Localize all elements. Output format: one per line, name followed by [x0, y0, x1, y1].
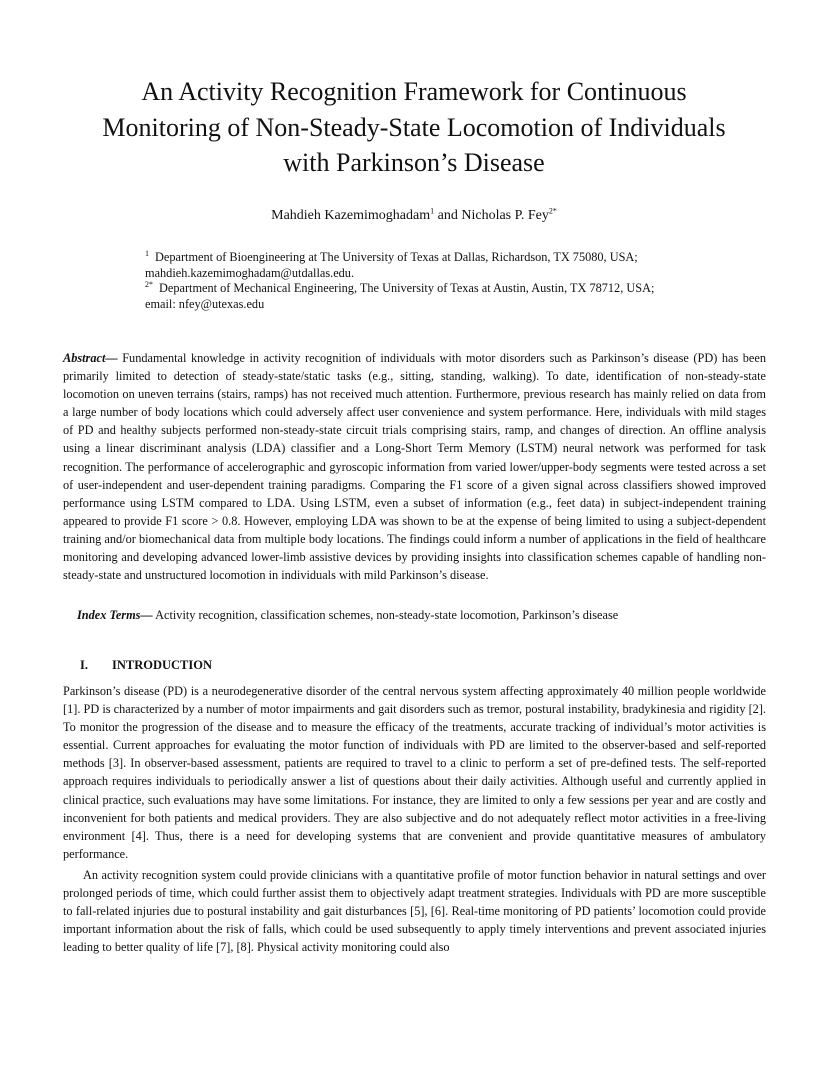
affiliation-1 [145, 250, 765, 266]
title-line-1: An Activity Recognition Framework for Continuous [141, 77, 687, 106]
paper-title [60, 74, 768, 181]
index-terms-label: Index Terms— [77, 608, 153, 622]
abstract [63, 349, 766, 584]
index-terms [77, 606, 777, 624]
intro-paragraph-1: Parkinson’s disease (PD) is a neurodegenerative disorder of the central nervous system affecting approximately 40 million people worldwide [1]. PD is characterized by a number of motor impairments and gait disorders such as tremor, postural instability, bradykinesia and rigidity [2]. To monitor the progression of the disease and to measure the efficacy of the treatments, accurate tracking of individual’s motor activities is essential. Current approaches for evaluating the motor function of individuals with PD are limited to the observer-based and self-reported methods [3]. In observer-based assessment, patients are required to travel to a clinic to perform a set of pre-defined tests. The self-reported approach requires individuals to periodically answer a list of questions about their daily activities. Although useful and currently applied in clinical practice, such evaluations may have some limitations. For instance, they are limited to only a few sessions per year and are costly and inconvenient for both patients and medical providers. They are also subjective and do not adequately reflect motor activities in a free-living environment [4]. Thus, there is a need for developing systems that are convenient and provide quantitative measures of ambulatory performance. [63, 684, 766, 861]
author-1-affiliation-mark: 1 [430, 206, 435, 216]
section-heading-introduction [80, 656, 212, 674]
index-terms-text: Activity recognition, classification schemes, non-steady-state locomotion, Parkinson’s disease [152, 608, 619, 622]
affiliation-2-text: Department of Mechanical Engineering, The University of Texas at Austin, Austin, TX 78712, USA; [159, 281, 655, 296]
abstract-text: Fundamental knowledge in activity recognition of individuals with motor disorders such as Parkinson’s disease (PD) has been primarily limited to detection of steady-state/static tasks (e.g., sitting, standing, walking). To date, identification of non-steady-state locomotion on uneven terrains (stairs, ramps) has not received much attention. Furthermore, previous research has mainly relied on data from a large number of body locations which could adversely affect user convenience and system performance. Here, individuals with mild stages of PD and healthy subjects performed non-steady-state circuit trials comprising stairs, ramp, and changes of direction. An offline analysis using a linear discriminant analysis (LDA) classifier and a Long-Short Term Memory (LSTM) neural network was performed for task recognition. The performance of accelerographic and gyroscopic information from varied lower/upper-body segments were tested across a set of user-independent and user-dependent training paradigms. Comparing the F1 score of a given signal across classifiers showed improved performance using LSTM compared to LDA. Using LSTM, even a subset of information (e.g., feet data) in subject-independent training appeared to provide F1 score > 0.8. However, employing LDA was shown to be at the expense of being limited to using a subject-dependent training and/or biomechanical data from multiple body locations. The findings could inform a number of applications in the field of healthcare monitoring and developing advanced lower-limb assistive devices by providing insights into classification schemes capable of handling non-steady-state and unstructured locomotion in individuals with mild Parkinson’s disease. [63, 351, 766, 583]
author-2-name: Nicholas P. Fey [461, 208, 549, 223]
title-line-2: Monitoring of Non-Steady-State Locomotion of Individuals [102, 112, 726, 142]
intro-paragraph-2: An activity recognition system could provide clinicians with a quantitative profile of motor function behavior in natural settings and over prolonged periods of time, which could further assist them to objectively adapt treatment strategies. Individuals with PD are more susceptible to fall-related injuries due to postural instability and gait disturbances [5], [6]. Real-time monitoring of PD patients’ locomotion could provide important information about the risk of falls, which could be used subsequently to apply timely interventions and prevent associated injuries leading to better quality of life [7], [8]. Physical activity monitoring could also [63, 868, 766, 955]
author-connector: and [434, 208, 462, 223]
abstract-label: Abstract— [63, 351, 118, 365]
section-number: I. [80, 658, 88, 672]
affiliation-1-email: mahdieh.kazemimoghadam@utdallas.edu. [145, 265, 355, 280]
section-title: INTRODUCTION [112, 658, 213, 672]
affiliation-1-text: Department of Bioengineering at The University of Texas at Dallas, Richardson, TX 75080, USA; [155, 250, 638, 264]
author-2-affiliation-mark: 2* [548, 206, 557, 216]
affiliation-2-email: email: nfey@utexas.edu [145, 296, 265, 311]
title-line-3: with Parkinson’s Disease [283, 148, 545, 177]
affiliations [145, 250, 765, 312]
affiliation-2-mark: 2* [145, 280, 153, 290]
author-list [0, 207, 828, 225]
affiliation-1-mark: 1 [145, 248, 149, 258]
author-1-name: Mahdieh Kazemimoghadam [271, 208, 431, 223]
affiliation-2 [145, 281, 765, 297]
